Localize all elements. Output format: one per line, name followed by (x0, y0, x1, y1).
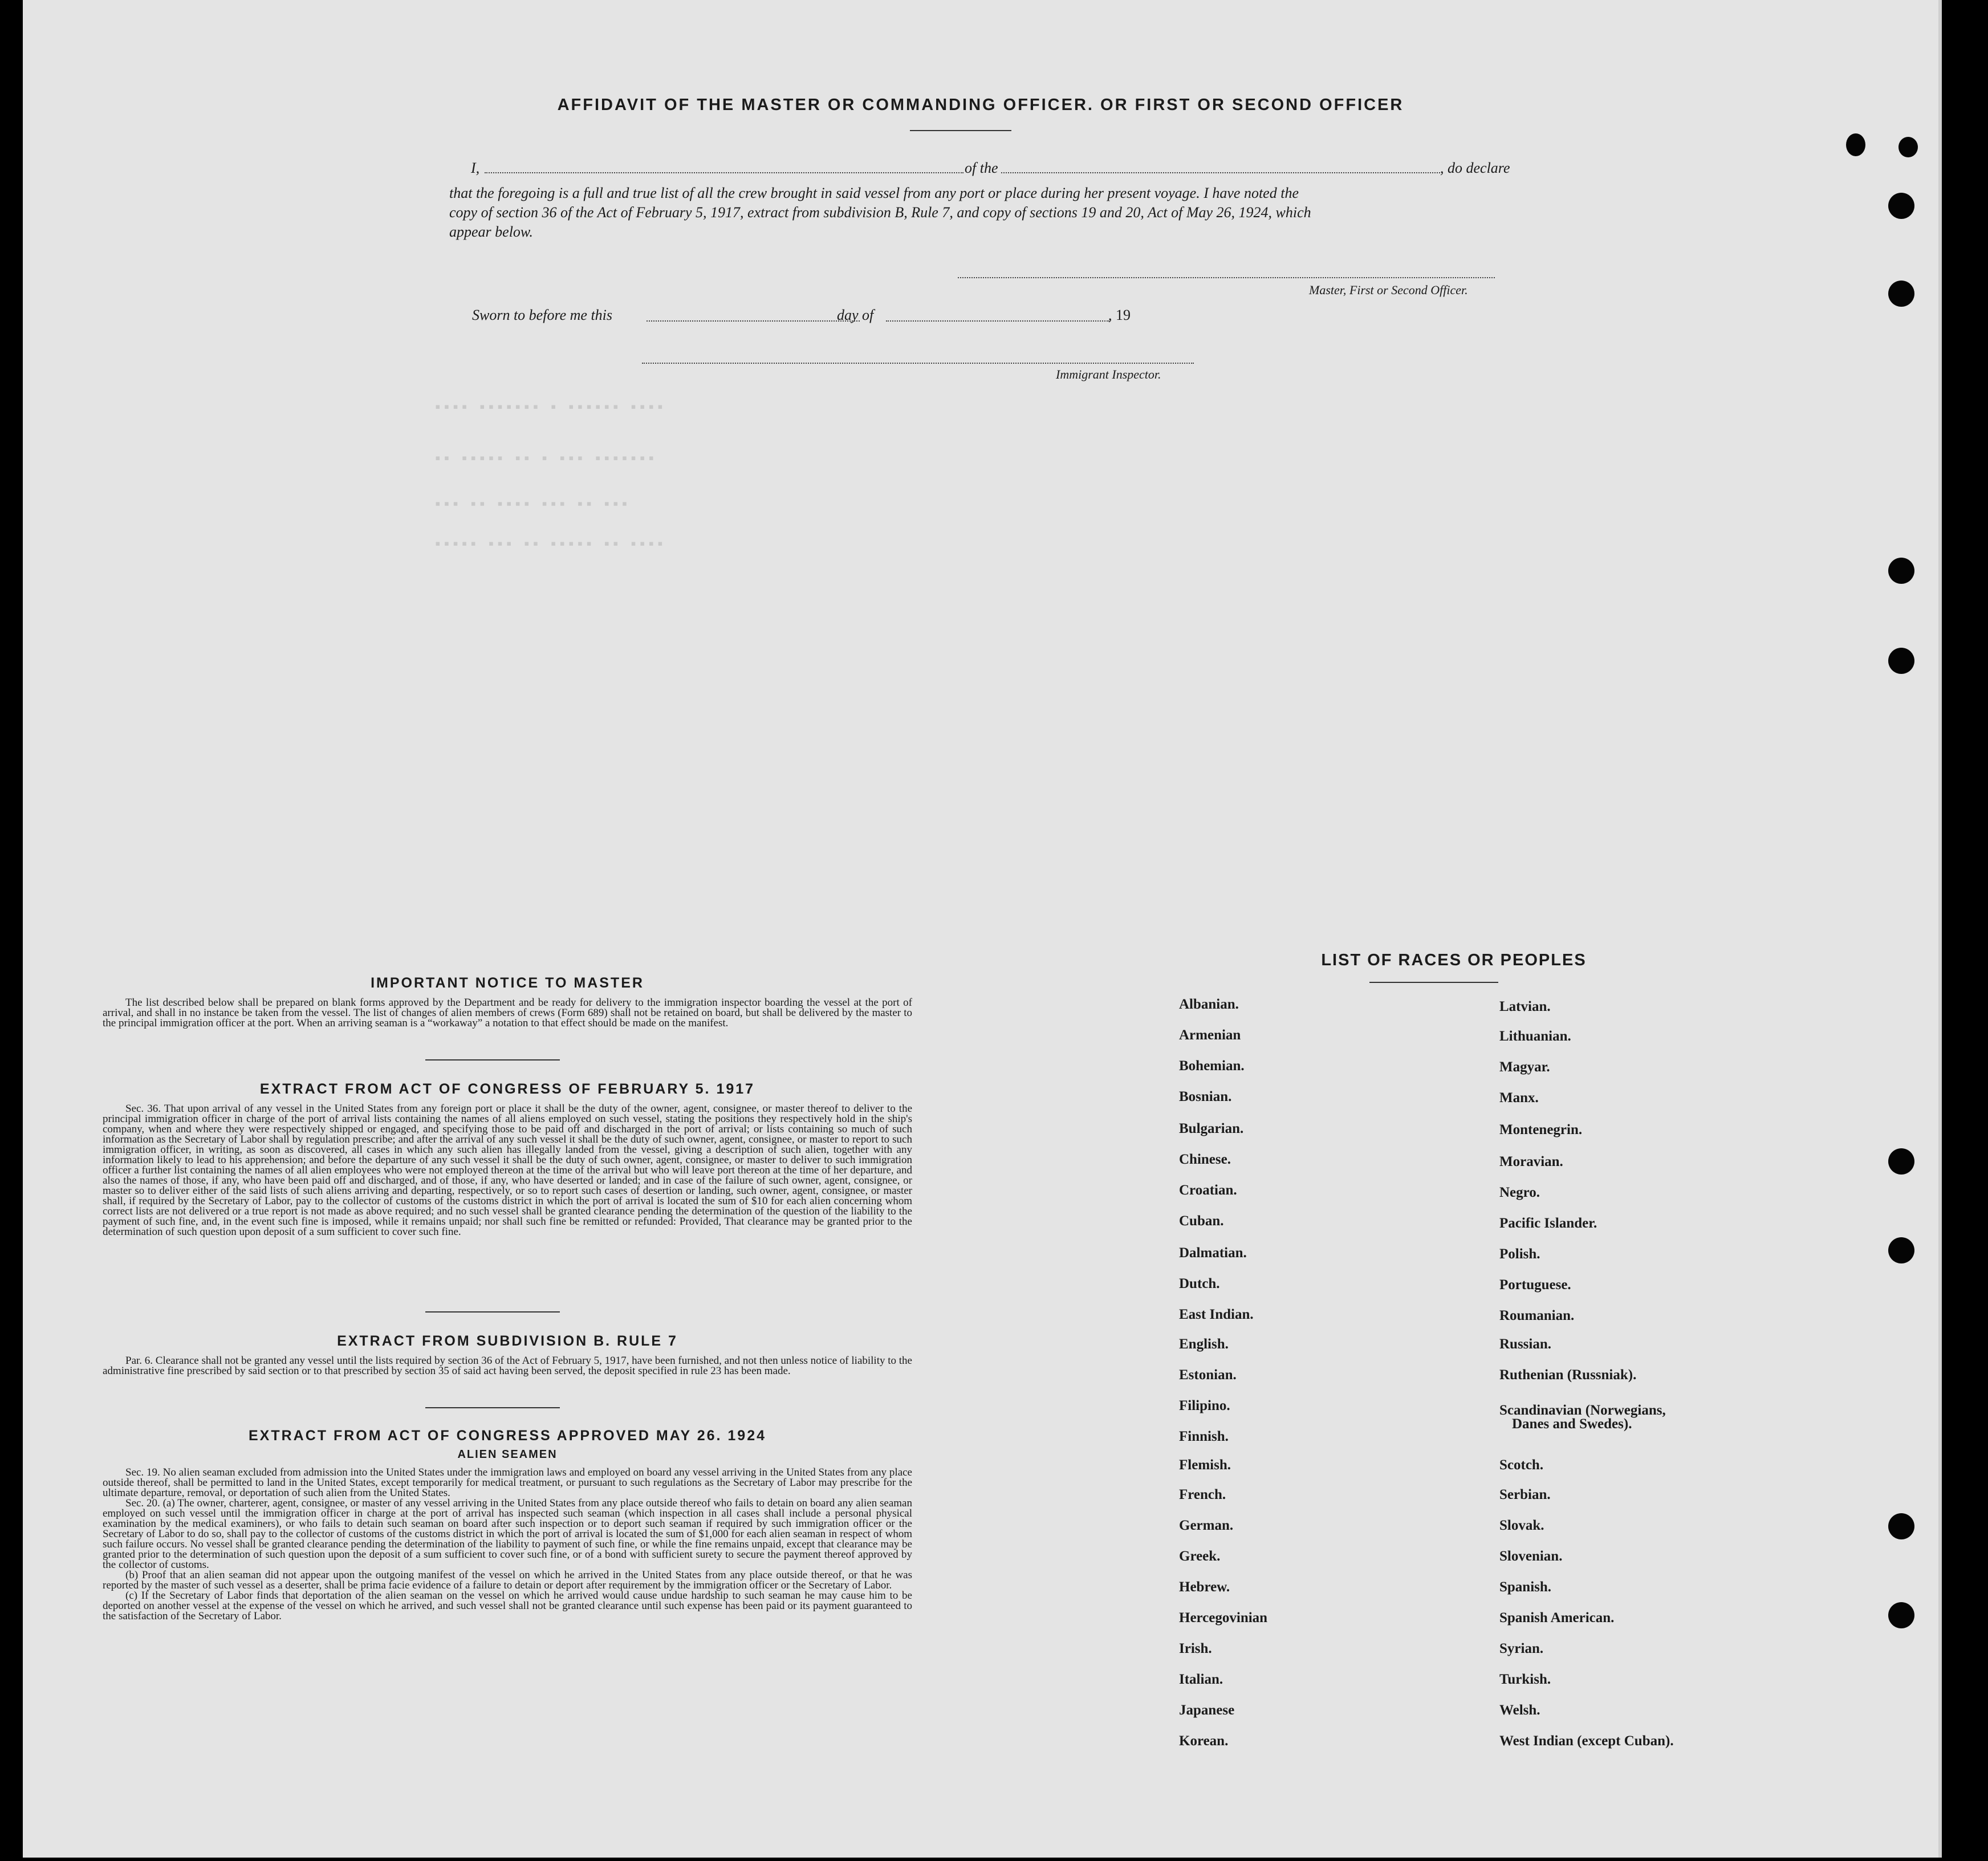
extract-1924-title: EXTRACT FROM ACT OF CONGRESS APPROVED MAY 26. 1924 (248, 1428, 767, 1444)
affidavit-line-3: appear below. (449, 224, 533, 240)
race-item: Finnish. (1179, 1429, 1229, 1444)
race-item: Montenegrin. (1499, 1122, 1583, 1137)
punch-hole (1888, 1148, 1914, 1175)
race-item: Magyar. (1499, 1059, 1550, 1075)
divider (425, 1311, 560, 1313)
race-item: Roumanian. (1499, 1308, 1575, 1323)
year-label: , 19 (1108, 307, 1131, 323)
punch-hole (1888, 1602, 1914, 1628)
signature-caption: Master, First or Second Officer. (1309, 283, 1468, 297)
notice-paragraph: The list described below shall be prepared on blank forms approved by the Department and be ready for delivery to the immigration inspector boarding the vessel at the port of arrival, and shall in no instance be taken from the vessel. The list of changes of alien members of crews (Form 689) shall not be retained on board, but shall be delivered by the master to the principal immigration officer at the port. When an arriving seaman is a “workaway” a notation to that effect should be made on the manifest. (103, 997, 912, 1029)
race-item: Latvian. (1499, 999, 1551, 1014)
race-item: Hebrew. (1179, 1579, 1230, 1595)
extract-1917-title: EXTRACT FROM ACT OF CONGRESS OF FEBRUARY 5. 1917 (259, 1081, 755, 1097)
divider (910, 130, 1011, 131)
sworn-label: Sworn to before me this (472, 307, 613, 323)
notice-text (103, 998, 912, 1029)
bleed-through-mark: ▪▪▪ ▪▪ ▪▪▪▪ ▪▪▪ ▪▪ ▪▪▪ (433, 496, 629, 513)
race-item: Polish. (1499, 1246, 1540, 1262)
rule-7-paragraph: Par. 6. Clearance shall not be granted any vessel until the lists required by section 36 of the Act of February 5, 1917, have been furnished, and not then unless notice of liability to the administrative fine prescribed by said section or to that prescribed by section 35 of said act having been served, the deposit specified in rule 23 has been made. (103, 1355, 912, 1377)
inspector-signature-line[interactable] (642, 363, 1194, 364)
day-of-label: day of (837, 307, 874, 323)
divider (425, 1059, 560, 1060)
race-item: Moravian. (1499, 1154, 1563, 1169)
race-item: Scotch. (1499, 1457, 1544, 1473)
race-item: Bosnian. (1179, 1089, 1232, 1104)
race-item: Slovak. (1499, 1518, 1544, 1533)
affidavit-line-2: copy of section 36 of the Act of February 5, 1917, extract from subdivision B, Rule 7, and copy of sections 19 and 20, Act of May 26, 1924, which (449, 204, 1311, 221)
extract-1924-text (103, 1468, 912, 1622)
race-item: East Indian. (1179, 1307, 1254, 1322)
race-item: Negro. (1499, 1185, 1540, 1200)
race-item: Bulgarian. (1179, 1121, 1244, 1136)
race-item: Albanian. (1179, 997, 1239, 1012)
section-20c-paragraph: (c) If the Secretary of Labor finds that deportation of the alien seaman on the vessel on which he arrived would cause undue hardship to such seaman he may cause him to be deported on another vessel at the expense of the vessel on which he arrived, and such vessel shall not be granted clearance until such expense has been paid or its payment guaranteed to the satisfaction of the Secretary of Labor. (103, 1590, 912, 1622)
race-item: Lithuanian. (1499, 1029, 1571, 1044)
punch-hole (1888, 281, 1914, 307)
race-item: Armenian (1179, 1027, 1241, 1043)
race-item: Estonian. (1179, 1367, 1237, 1383)
affidavit-line-1: that the foregoing is a full and true list of all the crew brought in said vessel from any port or place during her present voyage. I have noted the (449, 185, 1299, 201)
race-item: Bohemian. (1179, 1058, 1245, 1074)
alien-seamen-subtitle: ALIEN SEAMEN (457, 1448, 558, 1461)
affidavit-paragraph (449, 184, 1518, 242)
bleed-through-mark: ▪▪ ▪▪▪▪▪ ▪▪ ▪ ▪▪▪ ▪▪▪▪▪▪▪ (433, 450, 656, 468)
race-item: Slovenian. (1499, 1549, 1563, 1564)
race-item: Flemish. (1179, 1457, 1231, 1473)
race-item: Syrian. (1499, 1641, 1544, 1656)
divider (1369, 982, 1498, 983)
section-20a-paragraph: Sec. 20. (a) The owner, charterer, agent, consignee, or master of any vessel arriving in the United States from any place outside thereof who fails to detain on board any alien seaman employed on such vessel until the immigration officer in charge at the port of arrival has inspected such seaman (which inspection in all cases shall include a personal physical examination by the medical examiners), or who fails to detain such seaman on board after such inspection or to deport such seaman if required by such immigration officer or the Secretary of Labor to do so, shall pay to the collector of customs of the customs district in which the port of arrival is located the sum of $1,000 for each alien seaman in respect of whom such failure occurs. No vessel shall be granted clearance pending the determination of the liability to payment of such fine, or while the fine remains unpaid, except that clearance may be granted prior to the determination of such question upon the deposit of a sum sufficient to cover such fine, or of a bond with sufficient surety to secure the payment thereof approved by the collector of customs. (103, 1497, 912, 1571)
race-item: English. (1179, 1336, 1229, 1352)
punch-hole (1888, 648, 1914, 674)
rule-7-text (103, 1356, 912, 1376)
section-36-paragraph: Sec. 36. That upon arrival of any vessel in the United States from any foreign port or place it shall be the duty of the owner, agent, consignee, or master thereof to deliver to the principal immigration officer in charge of the port of arrival lists containing the names of all aliens employed on such vessel, stating the positions they respectively hold in the ship's company, when and where they were respectively shipped or engaged, and specifying those to be paid off and discharged in the port of arrival; or lists containing so much of such information as the Secretary of Labor shall by regulation prescribe; and after the arrival of any such vessel it shall be the duty of such owner, agent, consignee, or master to report to such immigration officer, in writing, as soon as discovered, all cases in which any such alien has illegally landed from the vessel, giving a description of such alien, together with any information likely to lead to his apprehension; and before the departure of any such vessel it shall be the duty of such owner, agent, consignee, or master to deliver to such immigration officer a further list containing the names of all alien employees who were not employed thereon at the time of the arrival but who will leave port thereon at the time of her departure, and also the names of those, if any, who have been paid off and discharged, and of those, if any, who have deserted or landed; and in case of the failure of such owner, agent, consignee, or master so to deliver either of the said lists of such aliens arriving and departing, respectively, or so to report such cases of desertion or landing, such owner, agent, consignee, or master shall, if required by the Secretary of Labor, pay to the collector of customs of the customs district in which the port of arrival is located the sum of $10 for each alien concerning whom correct lists are not delivered or a true report is not made as above required; and no such vessel shall be granted clearance pending the determination of the question of the liability to the payment of such fine, and, in the event such fine is imposed, while it remains unpaid; nor shall such fine be remitted or refunded: Provided, That clearance may be granted prior to the determination of such question upon deposit of a sum sufficient to cover such fine. (103, 1103, 912, 1238)
race-item: West Indian (except Cuban). (1499, 1733, 1674, 1749)
divider (425, 1407, 560, 1408)
race-item: German. (1179, 1518, 1234, 1533)
race-item: Pacific Islander. (1499, 1216, 1597, 1231)
race-item: Korean. (1179, 1733, 1229, 1749)
punch-hole (1846, 133, 1865, 156)
race-item: Manx. (1499, 1090, 1539, 1106)
race-item: Japanese (1179, 1702, 1235, 1718)
signature-line[interactable] (958, 277, 1495, 278)
race-item: Dalmatian. (1179, 1245, 1247, 1261)
race-item: Filipino. (1179, 1398, 1230, 1413)
rule-7-title: EXTRACT FROM SUBDIVISION B. RULE 7 (337, 1333, 678, 1349)
bleed-through-mark: ▪▪▪▪▪ ▪▪▪ ▪▪ ▪▪▪▪▪ ▪▪ ▪▪▪▪ (433, 536, 665, 553)
race-item: Ruthenian (Russniak). (1499, 1367, 1637, 1383)
affidavit-declare-label: , do declare (1440, 160, 1510, 176)
bleed-through-mark: ▪▪▪▪ ▪▪▪▪▪▪▪ ▪ ▪▪▪▪▪▪ ▪▪▪▪ (433, 399, 665, 416)
punch-hole (1888, 1237, 1914, 1263)
race-item: Hercegovinian (1179, 1610, 1268, 1626)
race-item: French. (1179, 1487, 1226, 1502)
race-item: Cuban. (1179, 1213, 1224, 1229)
race-item: Greek. (1179, 1549, 1221, 1564)
sworn-day-blank[interactable] (647, 320, 860, 322)
affidavit-i-label: I, (471, 160, 480, 176)
punch-hole (1888, 1513, 1914, 1539)
race-item: Spanish American. (1499, 1610, 1615, 1626)
race-item: Dutch. (1179, 1276, 1220, 1291)
race-item: Italian. (1179, 1672, 1223, 1687)
master-name-blank[interactable] (485, 172, 963, 173)
notice-title: IMPORTANT NOTICE TO MASTER (371, 975, 644, 991)
race-item: Portuguese. (1499, 1277, 1571, 1293)
race-item-continuation: Danes and Swedes). (1512, 1416, 1632, 1432)
section-19-paragraph: Sec. 19. No alien seaman excluded from admission into the United States under the immigration laws and employed on board any vessel arriving in the United States from any place outside thereof, shall be permitted to land in the United States, except temporarily for medical treatment, or pursuant to such regulations as the Secretary of Labor may prescribe for the ultimate departure, removal, or deportation of such alien from the United States. (103, 1466, 912, 1499)
race-item: Scandinavian (Norwegians, (1499, 1403, 1666, 1418)
affidavit-of-the-label: of the (965, 160, 998, 176)
vessel-name-blank[interactable] (1001, 172, 1440, 173)
affidavit-title: AFFIDAVIT OF THE MASTER OR COMMANDING OFFICER. OR FIRST OR SECOND OFFICER (557, 96, 1404, 114)
races-title: LIST OF RACES OR PEOPLES (1321, 951, 1587, 969)
inspector-caption: Immigrant Inspector. (1056, 367, 1161, 381)
race-item: Irish. (1179, 1641, 1212, 1656)
punch-hole (1888, 558, 1914, 584)
race-item: Russian. (1499, 1336, 1552, 1352)
extract-1917-text (103, 1104, 912, 1237)
race-item: Welsh. (1499, 1702, 1540, 1718)
race-item: Serbian. (1499, 1487, 1551, 1502)
race-item: Chinese. (1179, 1152, 1231, 1167)
punch-hole (1898, 137, 1918, 157)
sworn-month-blank[interactable] (886, 320, 1109, 322)
section-20b-paragraph: (b) Proof that an alien seaman did not appear upon the outgoing manifest of the vessel on which he arrived in the United States from any place outside thereof, or that he was reported by the master of such vessel as a deserter, shall be prima facie evidence of a failure to detain or deport after requirement by the immigration officer or the Secretary of Labor. (103, 1569, 912, 1591)
punch-hole (1888, 193, 1914, 219)
race-item: Croatian. (1179, 1183, 1237, 1198)
race-item: Spanish. (1499, 1579, 1552, 1595)
document-page (23, 0, 1942, 1858)
race-item: Turkish. (1499, 1672, 1551, 1687)
